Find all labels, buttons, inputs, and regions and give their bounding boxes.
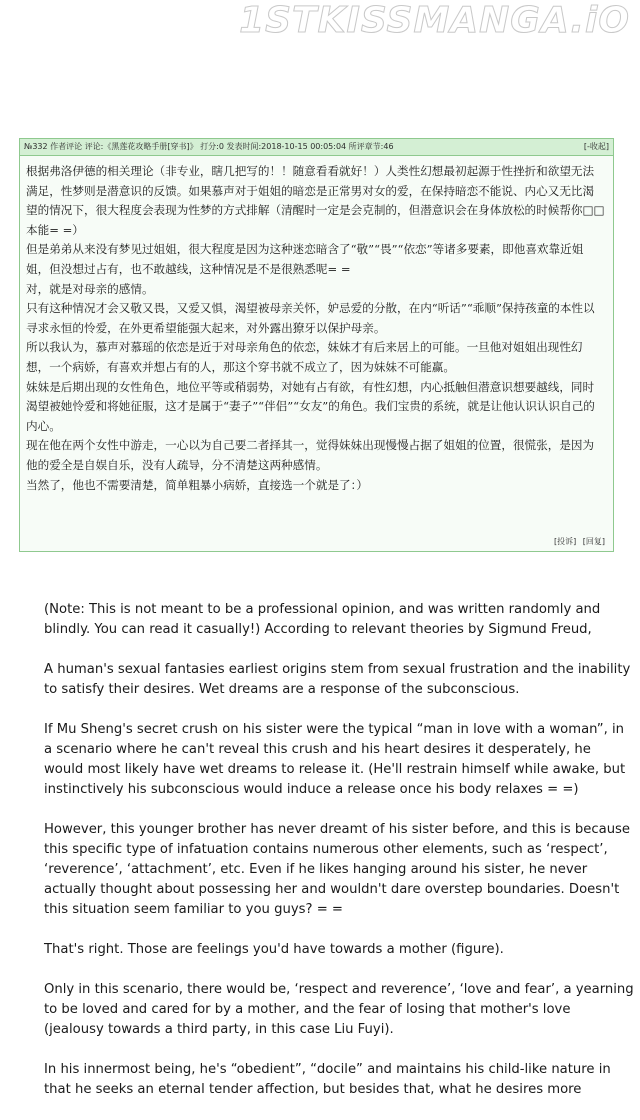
comment-paragraph: 根据弗洛伊德的相关理论（非专业，瞎几把写的！！随意看看就好！）人类性幻想最初起源于性挫折和欲望无法满足，性梦则是潜意识的反馈。如果慕声对于姐姐的暗恋是正常男对女的爱，在保持暗恋不能说、内心又无比渴望的情况下，很大程度会表现为性梦的方式排解（清醒时一定是会克制的，但潜意识会在身体放松的时候帮你□□本能= =）: [26, 164, 605, 237]
watermark: 1STKISSMANGA.iO: [239, 0, 630, 41]
comment-meta: №332 作者评论 评论:《黑莲花攻略手册[穿书]》 打分:0 发表时间:2018-10-15 00:05:04 所评章节:46: [24, 142, 394, 151]
comment-paragraph: 所以我认为，慕声对慕瑶的依恋是近于对母亲角色的依恋，妹妹才有后来居上的可能。一旦他对姐姐出现性幻想，一个病娇，有喜欢并想占有的人，那这个穿书就不成立了，因为妹妹不可能赢。: [26, 340, 583, 374]
translation-paragraph: Only in this scenario, there would be, ‘respect and reverence’, ‘love and fear’, a yearning to be loved and cared for by a mother, and the fear of losing that mother's love (jealousy towards a third party, in this case Liu Fuyi).: [44, 982, 634, 1037]
comment-paragraph: 妹妹是后期出现的女性角色，地位平等或稍弱势，对她有占有欲，有性幻想，内心抵触但潜意识想要越线，同时渴望被她怜爱和将她征服，这才是属于“妻子”“伴侣”“女友”的角色。我们宝贵的系统，就是让他认识认识自己的内心。: [26, 379, 595, 433]
comment-paragraph: 当然了，他也不需要清楚，简单粗暴小病娇，直接选一个就是了：）: [26, 477, 369, 492]
translation-text: [44, 600, 634, 1120]
collapse-link[interactable]: [-收起]: [583, 142, 609, 151]
comment-paragraph: 现在他在两个女性中游走，一心以为自己要二者择其一，觉得妹妹出现慢慢占据了姐姐的位置，很慌张，是因为他的爱全是自娱自乐，没有人疏导，分不清楚这两种感情。: [26, 438, 595, 472]
comment-body: [20, 156, 613, 495]
translation-paragraph: In his innermost being, he's “obedient”, “docile” and maintains his child-like nature in that he seeks an eternal tender affection, but besides that, what he desires more: [44, 1062, 611, 1097]
report-link[interactable]: [投诉]: [553, 537, 577, 546]
comment-paragraph: 对，就是对母亲的感情。: [26, 281, 154, 296]
translation-paragraph: A human's sexual fantasies earliest origins stem from sexual frustration and the inability to satisfy their desires. Wet dreams are a response of the subconscious.: [44, 662, 631, 697]
translation-paragraph: However, this younger brother has never dreamt of his sister before, and this is because this specific type of infatuation contains numerous other elements, such as ‘respect’, ‘reverence’, ‘attachment’, etc. Even if he likes hanging around his sister, he never actually thought about possessing her and wouldn't dare overstep boundaries. Doesn't this situation seem familiar to you guys? = =: [44, 822, 631, 917]
translation-paragraph: That's right. Those are feelings you'd have towards a mother (figure).: [44, 942, 504, 957]
comment-actions: [550, 536, 605, 547]
translation-paragraph: If Mu Sheng's secret crush on his sister were the typical “man in love with a woman”, in a scenario where he can't reveal this crush and his heart desires it desperately, he would most likely have wet dreams to release it. (He'll restrain himself while awake, but instinctively his subconscious would induce a release once his body relaxes = =): [44, 722, 626, 797]
reply-link[interactable]: [回复]: [582, 537, 605, 546]
comment-paragraph: 只有这种情况才会又敬又畏，又爱又惧，渴望被母亲关怀，妒忌爱的分散，在内“听话”“乖顺”保持孩童的本性以寻求永恒的怜爱，在外更希望能强大起来，对外露出獠牙以保护母亲。: [26, 301, 595, 335]
comment-paragraph: 但是弟弟从来没有梦见过姐姐，很大程度是因为这种迷恋暗含了“敬”“畏”“依恋”等诸多要素，即他喜欢靠近姐姐，但没想过占有，也不敢越线，这种情况是不是很熟悉呢= =: [26, 242, 584, 276]
comment-header: [20, 139, 613, 156]
author-comment-box: [19, 138, 614, 552]
translation-paragraph: (Note: This is not meant to be a professional opinion, and was written randomly and blindly. You can read it casually!) According to relevant theories by Sigmund Freud,: [44, 602, 601, 637]
